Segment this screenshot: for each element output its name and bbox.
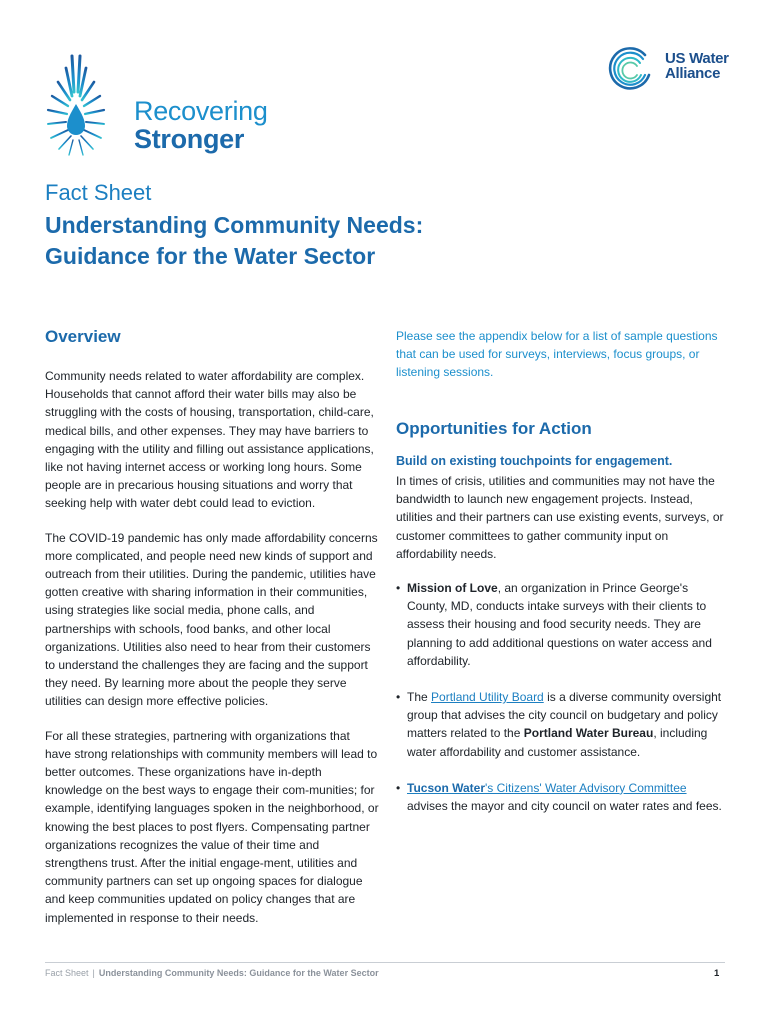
swirl-logo-icon xyxy=(605,45,659,93)
footer-divider xyxy=(45,962,725,963)
water-drop-burst-icon xyxy=(44,46,130,158)
footer-separator: | xyxy=(92,968,95,978)
portland-utility-board-link[interactable]: Portland Utility Board xyxy=(431,690,544,705)
document-type-label: Fact Sheet xyxy=(45,180,152,205)
title-line2: Guidance for the Water Sector xyxy=(45,243,376,269)
opportunities-heading: Opportunities for Action xyxy=(396,419,592,438)
partner-name-line2: Alliance xyxy=(665,65,721,82)
partner-name-line1: US Water xyxy=(665,50,729,67)
list-item-text: , including water affordability and customer assistance. xyxy=(407,726,708,759)
list-item-text: advises the mayor and city council on water rates and fees. xyxy=(407,799,722,814)
bullet-icon: • xyxy=(396,690,401,705)
org-name: Portland Water Bureau xyxy=(523,726,654,741)
footer-title: Understanding Community Needs: Guidance for the Water Sector xyxy=(98,968,379,978)
brand-name-line1: Recovering xyxy=(134,96,268,126)
page-number: 1 xyxy=(714,968,720,979)
overview-paragraph-2: The COVID-19 pandemic has only made affordability concerns more complicated, and people need new kinds of support and outreach from their utilities. During the pandemic, utilities have gotten creative with sharing information in their communities, using strategies like social media, phone calls, and partnerships with schools, food banks, and other local organizations. Utilities also need to hear from their customers to understand the challenges they are facing and the support they need. By learning more about the people they serve utilities can design more effective policies. xyxy=(45,530,378,709)
list-item-text: , an organization in Prince George's County, MD, conducts intake surveys with their clients to assess their housing and food security needs. They are planning to add additional questions on water access and affordability. xyxy=(407,581,712,668)
footer-label: Fact Sheet xyxy=(45,968,89,978)
footer xyxy=(45,968,379,978)
list-item-text: The xyxy=(407,690,432,705)
appendix-note: Please see the appendix below for a list of sample questions that can be used for surveys, interviews, focus groups, or listening sessions. xyxy=(396,329,718,379)
recovering-stronger-logo xyxy=(44,46,268,162)
list-item xyxy=(396,579,730,670)
overview-column xyxy=(45,327,379,927)
tucson-water-name: Tucson Water xyxy=(407,780,486,795)
bullet-icon: • xyxy=(396,780,401,795)
title-line1: Understanding Community Needs: xyxy=(45,212,424,238)
list-item xyxy=(396,779,730,815)
list-item xyxy=(396,688,730,761)
partner-name xyxy=(665,51,729,81)
overview-paragraph-3: For all these strategies, partnering with organizations that have strong relationships with community members will lead to better outcomes. These organizations have in-depth knowledge on the best ways to engage their com-munities; for example, identifying languages spoken in the neighborhood, or knowing the best places to post flyers. Compensating partner organizations recognizes the value of their time and strengthens trust. After the initial engage-ment, utilities and community partners can set up ongoing spaces for dialogue and keep communities updated on policy changes that are implemented in response to their needs. xyxy=(45,728,379,925)
us-water-alliance-logo xyxy=(605,45,735,93)
page-title xyxy=(45,210,545,272)
brand-name-line2: Stronger xyxy=(134,124,245,154)
overview-paragraph-1: Community needs related to water affordability are complex. Households that cannot afford their water bills may also be struggling with the costs of housing, transportation, child-care, medical bills, and other expenses. They may have barriers to engaging with the utility and filling out assistance applications, like not having internet access or working long hours. Some people are in precarious housing situations and worry that seeking help with water debt could lead to eviction. xyxy=(45,369,374,511)
engagement-subhead: Build on existing touchpoints for engagement. xyxy=(396,454,673,468)
opportunities-column xyxy=(396,327,730,815)
engagement-intro: In times of crisis, utilities and communities may not have the bandwidth to launch new engagement projects. Instead, utilities and their partners can use existing events, surveys, or customer committees to gather community input on affordability needs. xyxy=(396,474,724,561)
overview-heading: Overview xyxy=(45,327,121,346)
committee-name: 's Citizens' Water Advisory Committee xyxy=(485,780,687,795)
bullet-icon: • xyxy=(396,581,401,596)
list-item-text: is a diverse community oversight group that advises the city council on budgetary and policy matters related to the xyxy=(407,690,722,741)
tucson-water-link[interactable] xyxy=(407,781,687,795)
org-name: Mission of Love xyxy=(407,581,498,596)
